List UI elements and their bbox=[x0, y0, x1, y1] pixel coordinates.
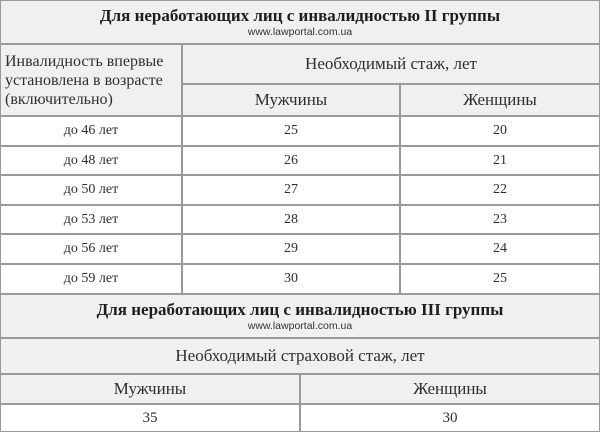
women-header: Женщины bbox=[400, 84, 600, 116]
section3-men-header: Мужчины bbox=[0, 374, 300, 404]
women-stazh-cell: 20 bbox=[400, 116, 600, 146]
stazh-header: Необходимый стаж, лет bbox=[182, 44, 600, 84]
age-cell: до 48 лет bbox=[0, 146, 182, 175]
section3-stazh-header: Необходимый страховой стаж, лет bbox=[0, 338, 600, 374]
age-cell: до 53 лет bbox=[0, 205, 182, 234]
section2-url: www.lawportal.com.ua bbox=[247, 26, 353, 38]
men-stazh-cell: 25 bbox=[182, 116, 400, 146]
section2-title-block bbox=[0, 0, 600, 44]
age-cell: до 59 лет bbox=[0, 264, 182, 294]
age-cell: до 56 лет bbox=[0, 234, 182, 264]
section3-women-header: Женщины bbox=[300, 374, 600, 404]
section3-men-value: 35 bbox=[0, 404, 300, 432]
age-column-header-text: Инвалидность впервые установлена в возрасте (включительно) bbox=[5, 52, 164, 108]
women-stazh-cell: 22 bbox=[400, 175, 600, 205]
section3-url: www.lawportal.com.ua bbox=[247, 320, 353, 332]
women-stazh-cell: 25 bbox=[400, 264, 600, 294]
men-header: Мужчины bbox=[182, 84, 400, 116]
men-stazh-cell: 26 bbox=[182, 146, 400, 175]
men-stazh-cell: 27 bbox=[182, 175, 400, 205]
section2-title: Для неработающих лиц с инвалидностью II группы bbox=[99, 6, 501, 25]
men-stazh-cell: 29 bbox=[182, 234, 400, 264]
women-stazh-cell: 21 bbox=[400, 146, 600, 175]
women-stazh-cell: 24 bbox=[400, 234, 600, 264]
age-column-header bbox=[0, 44, 182, 116]
age-cell: до 46 лет bbox=[0, 116, 182, 146]
men-stazh-cell: 30 bbox=[182, 264, 400, 294]
women-stazh-cell: 23 bbox=[400, 205, 600, 234]
section3-title-block bbox=[0, 294, 600, 338]
section3-women-value: 30 bbox=[300, 404, 600, 432]
section3-title: Для неработающих лиц с инвалидностью III группы bbox=[96, 300, 504, 319]
men-stazh-cell: 28 bbox=[182, 205, 400, 234]
age-cell: до 50 лет bbox=[0, 175, 182, 205]
